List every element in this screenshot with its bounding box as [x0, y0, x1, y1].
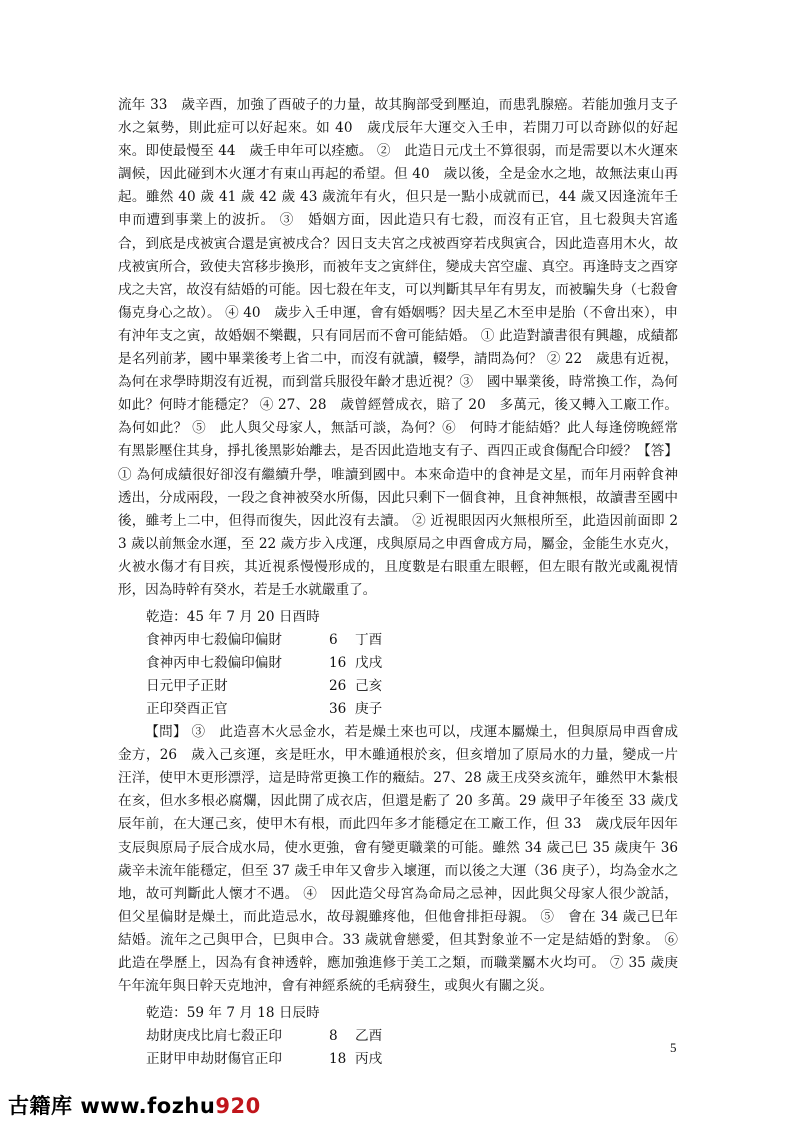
watermark-url-number: 920: [215, 1094, 261, 1118]
chart-2-title: 乾造：59 年 7 月 18 日辰時: [146, 1005, 320, 1022]
pillar-desc: 正印癸酉正官: [146, 701, 228, 718]
chart-1-pillars: [146, 629, 678, 721]
pillar-row: [146, 1048, 678, 1071]
footer-watermark: [0, 1084, 793, 1122]
pillar-desc: 食神丙申七殺偏印偏財: [146, 655, 282, 672]
pillar-age: 16: [329, 655, 347, 672]
page-content: [118, 94, 692, 1071]
chart-1-title: 乾造：45 年 7 月 20 日酉時: [146, 609, 320, 626]
pillar-desc: 正財甲申劫財傷官正印: [146, 1051, 282, 1068]
pillar-age: 8: [329, 1028, 338, 1045]
pillar-ganzhi: 己亥: [355, 678, 383, 695]
pillar-ganzhi: 丙戌: [355, 1051, 383, 1068]
pillar-ganzhi: 戊戌: [355, 655, 383, 672]
pillar-age: 36: [329, 701, 347, 718]
pillar-age: 6: [329, 632, 338, 649]
watermark-url-prefix: www.fozhu: [80, 1094, 216, 1118]
pillar-desc: 劫財庚戌比肩七殺正印: [146, 1028, 282, 1045]
pillar-ganzhi: 丁酉: [355, 632, 383, 649]
pillar-age: 26: [329, 678, 347, 695]
footer-blank-band: [262, 1088, 793, 1120]
pillar-row: [146, 1025, 678, 1048]
pillar-age: 18: [329, 1051, 347, 1068]
pillar-desc: 食神丙申七殺偏印偏財: [146, 632, 282, 649]
watermark-brand: 古籍库: [8, 1094, 81, 1118]
pillar-row: [146, 698, 678, 721]
body-paragraph-1: 流年 33 歲辛酉，加強了酉破子的力量，故其胸部受到壓迫，而患乳腺癌。若能加強月支子水之氣勢，則此症可以好起來。如 40 歲戊辰年大運交入壬申，若開刀可以奇跡似的好起來。即使最慢至 44 歲壬申年可以痊癒。 ② 此造日元戊土不算很弱，而是需要以木火運來調候，因此碰到木火運才有東山再起的希望。但 40 歲以後，全是金水之地，故無法東山再起。雖然 40 歲 41 歲 42 歲 43 歲流年有火，但只是一點小成就而已，44 歲又因逢流年壬申而遭到事業上的波折。 ③ 婚姻方面，因此造只有七殺，而沒有正官，且七殺與夫宮遙合，到底是戌被寅合還是寅被戌合？因日支夫宮之戌被酉穿若戌與寅合，因此造喜用木火，故戌被寅所合，致使夫宮移步換形，而被年支之寅絆住，變成夫宮空虛、真空。再逢時支之酉穿戌之夫宮，故沒有結婚的可能。因七殺在年支，可以判斷其早年有男友，而被騙失身（七殺會傷克身心之故）。 ④ 40 歲步入壬申運，會有婚姻嗎？因夫星乙木至申是胎（不會出來），申有沖年支之寅，故婚姻不樂觀，只有同居而不會可能結婚。 ① 此造對讀書很有興趣，成績都是名列前茅，國中畢業後考上省二中，而沒有就讀，輟學，請問為何？ ② 22 歲患有近視，為何在求學時期沒有近視，而到當兵服役年齡才患近視？③ 國中畢業後，時常換工作，為何如此？何時才能穩定？ ④ 27、28 歲曾經營成衣，賠了 20 多萬元，後又轉入工廠工作。為何如此？ ⑤ 此人與父母家人，無話可談，為何？⑥ 何時才能結婚？此人每逢傍晚經常有黑影壓住其身，掙扎後黑影始離去，是否因此造地支有子、酉四正或食傷配合印綬？【答】① 為何成績很好卻沒有繼續升學，唯讀到國中。本來命造中的食神是文星，而年月兩幹食神透出，分成兩段，一段之食神被癸水所傷，因此只剩下一個食神，且食神無根，故讀書至國中後，雖考上二中，但得而復失，因此沒有去讀。 ② 近視眼因丙火無根所至，此造因前面即 23 歲以前無金水運，至 22 歲方步入戌運，戌與原局之申酉會成方局，屬金，金能生水克火，火被水傷才有目疾，其近視系慢慢形成的，且度數是右眼重左眼輕，但左眼有散光或亂視情形，因為時幹有癸水，若是壬水就嚴重了。: [118, 97, 678, 598]
pillar-ganzhi: 乙酉: [355, 1028, 383, 1045]
chart-2-pillars: [146, 1025, 678, 1071]
pillar-desc: 日元甲子正財: [146, 678, 228, 695]
pillar-row: [146, 652, 678, 675]
pillar-ganzhi: 庚子: [355, 701, 383, 718]
pillar-row: [146, 629, 678, 652]
page-number: 5: [670, 1040, 677, 1055]
pillar-row: [146, 675, 678, 698]
body-paragraph-2: 【問】 ③ 此造喜木火忌金水，若是燥土來也可以，戌運本屬燥土，但與原局申酉會成金方，26 歲入己亥運，亥是旺水，甲木雖通根於亥，但亥增加了原局水的力量，變成一片汪洋，使甲木更形漂浮，這是時常更換工作的癥結。27、28 歲王戌癸亥流年，雖然甲木紮根在亥，但水多根必腐爛，因此開了成衣店，但還是虧了 20 多萬。29 歲甲子年後至 33 歲戊辰年前，在大運己亥，使甲木有根，而此四年多才能穩定在工廠工作，但 33 歲戊辰年因年支辰與原局子辰合成水局，使水更強，會有變更職業的可能。雖然 34 歲己巳 35 歲庚午 36 歲辛未流年能穩定，但至 37 歲壬申年又會步入壞運，而以後之大運（36 庚子），均為金水之地，故可判斷此人懷才不遇。 ④ 因此造父母宮為命局之忌神，因此與父母家人很少說話，但父星偏財是燥土，而此造忌水，故母親雖疼他，但他會排拒母親。 ⑤ 會在 34 歲己巳年結婚。流年之己與甲合，巳與申合。33 歲就會戀愛，但其對象並不一定是結婚的對象。 ⑥ 此造在學歷上，因為有食神透幹，應加強進修于美工之類，而職業屬木火均可。 ⑦ 35 歲庚午年流年與日幹天克地沖，會有神經系統的毛病發生，或與火有關之災。: [118, 724, 692, 995]
